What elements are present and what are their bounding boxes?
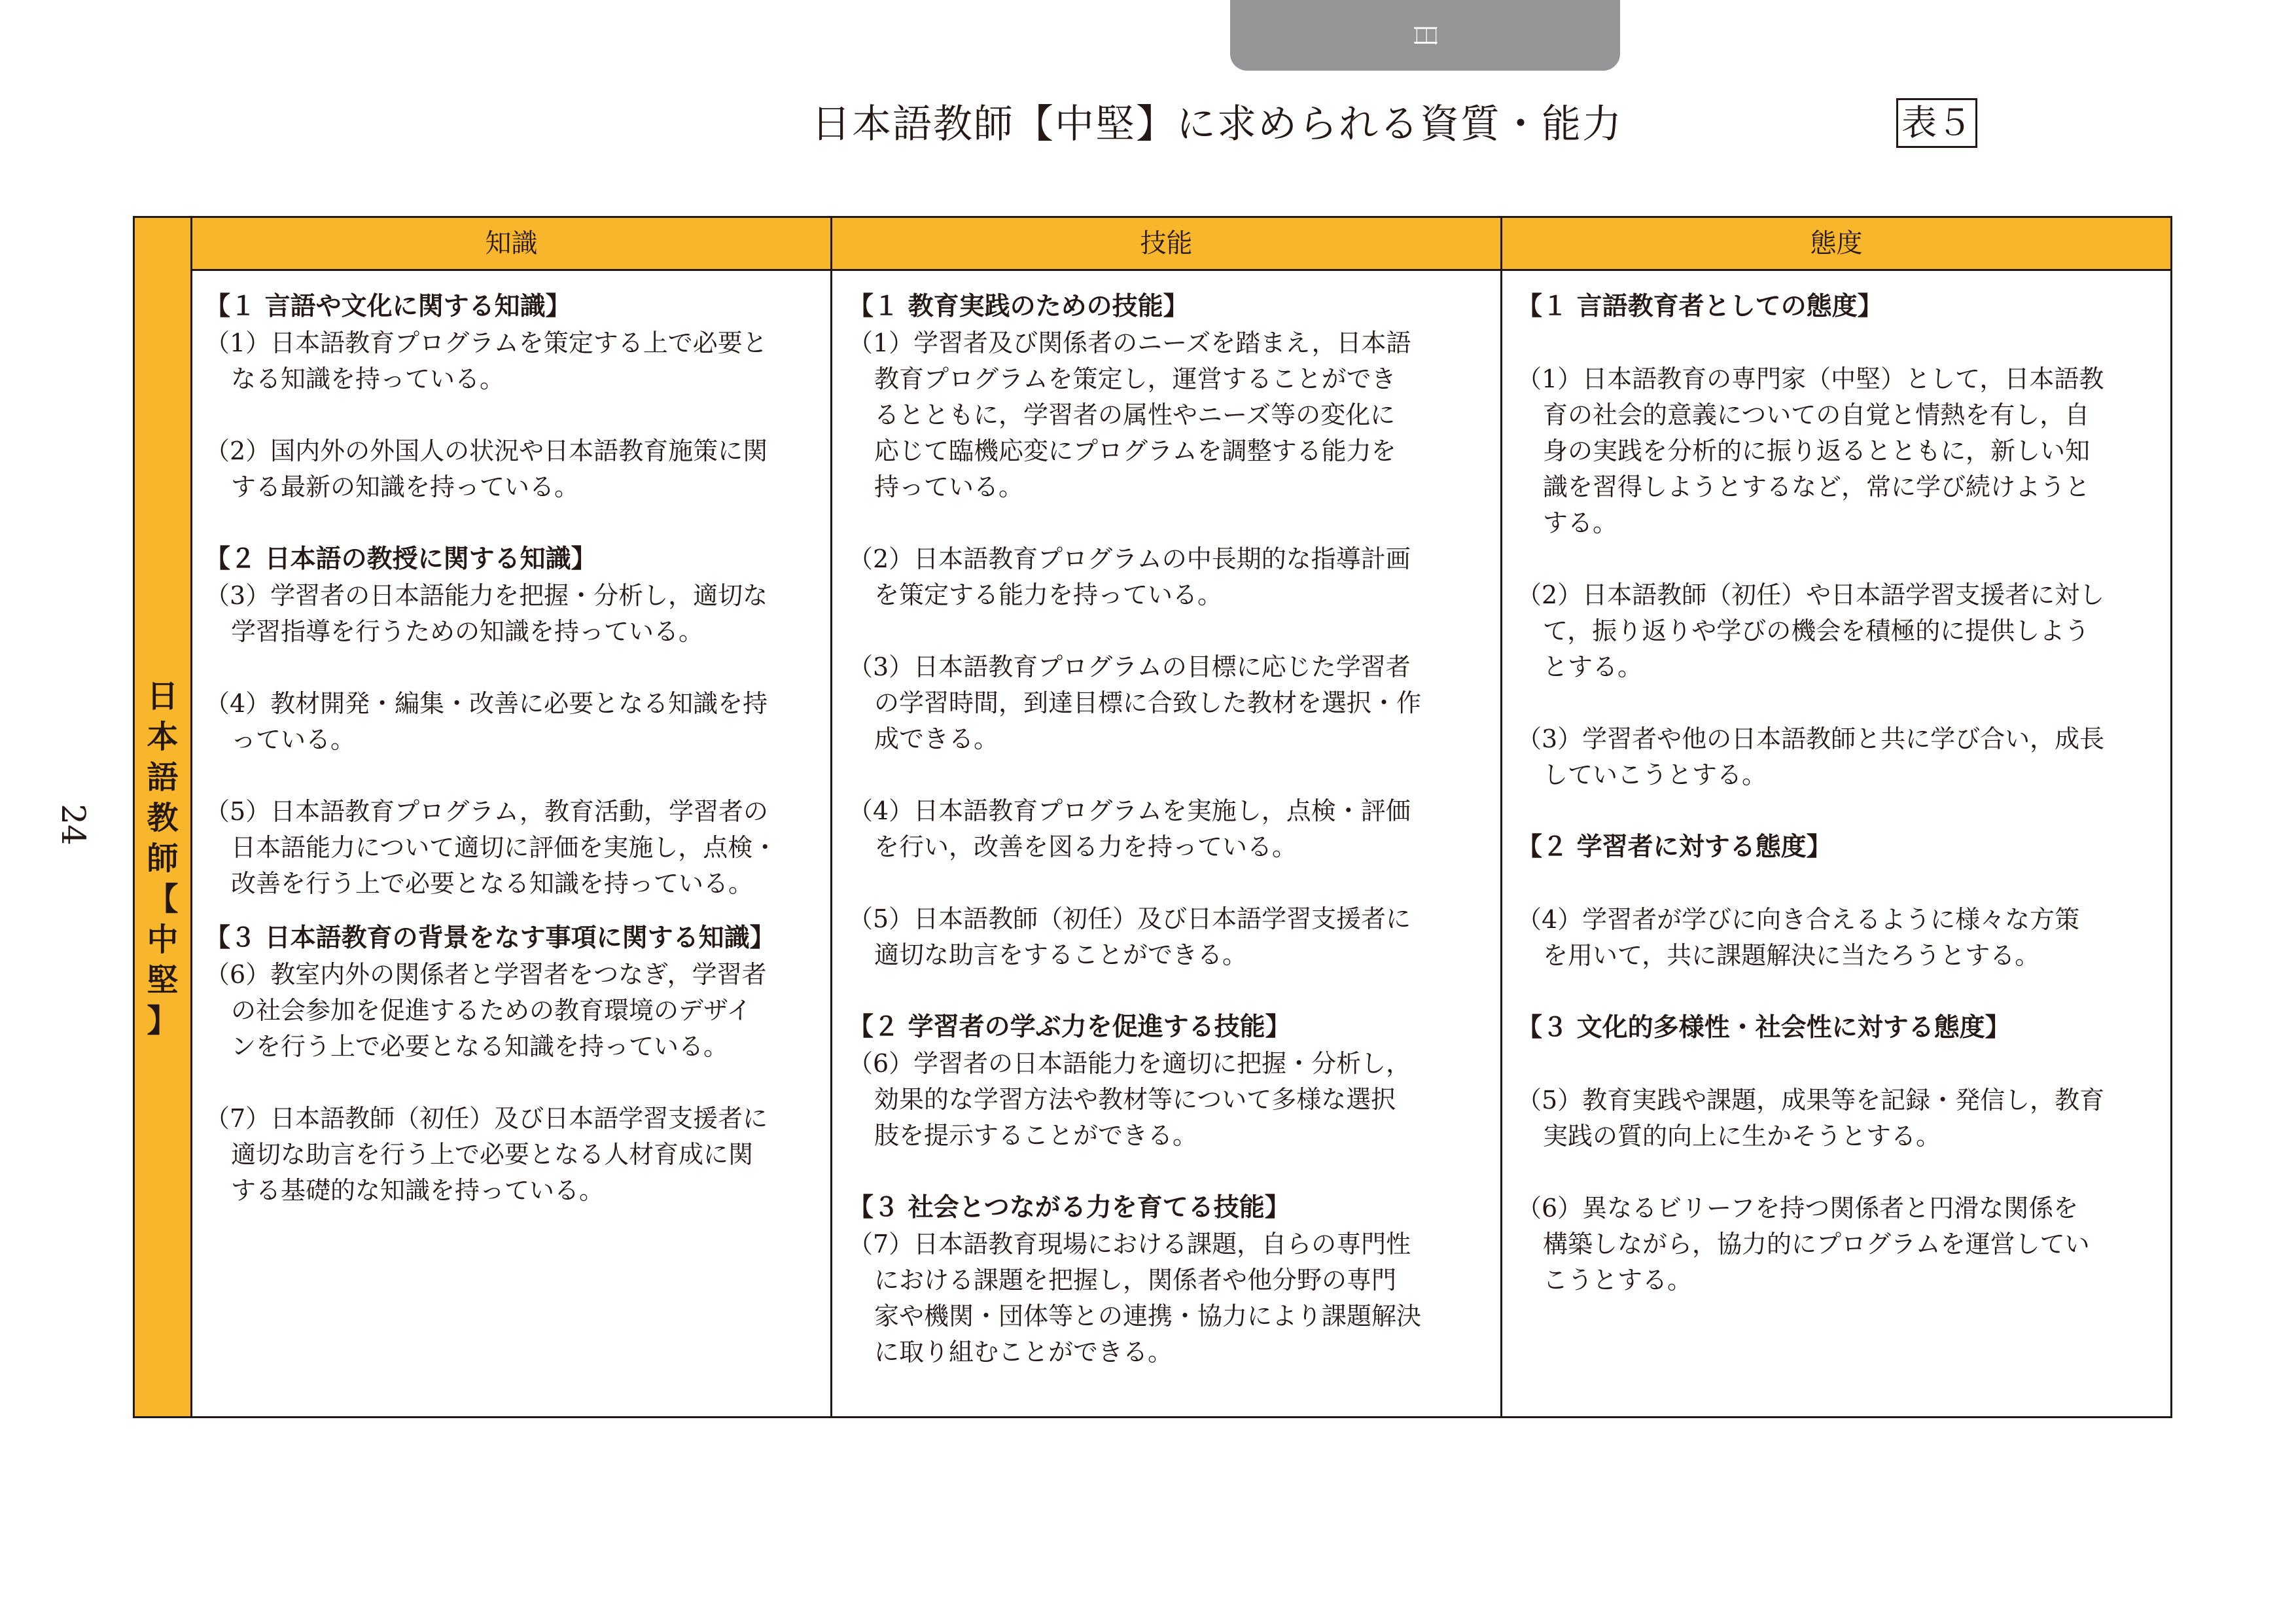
section-heading: 【２ 学習者の学ぶ力を促進する技能】 bbox=[848, 1012, 1291, 1042]
list-item: （4）日本語教育プログラムを実施し，点検・評価 を行い，改善を図る力を持っている。 bbox=[848, 796, 1411, 861]
chapter-tab bbox=[1230, 0, 1620, 71]
list-item: （3）学習者や他の日本語教師と共に学び合い，成長 していこうとする。 bbox=[1517, 724, 2105, 789]
list-item: （6）学習者の日本語能力を適切に把握・分析し， 効果的な学習方法や教材等について多様な選択 肢を提示することができる。 bbox=[848, 1049, 1411, 1150]
table-number-box: 表５ bbox=[1896, 98, 1977, 148]
row-label: 日 本 語 教 師 【 中 堅 】 bbox=[147, 678, 179, 1039]
section-heading: 【３ 日本語教育の背景をなす事項に関する知識】 bbox=[205, 923, 775, 953]
list-item: （6）教室内外の関係者と学習者をつなぎ，学習者 の社会参加を促進するための教育環境のデザイ ンを行う上で必要となる知識を持っている。 bbox=[205, 960, 767, 1061]
column-header-attitude: 態度 bbox=[1810, 228, 1863, 259]
list-item: （3）日本語教育プログラムの目標に応じた学習者 の学習時間，到達目標に合致した教材を選択・作 成できる。 bbox=[848, 652, 1422, 753]
column-divider bbox=[1500, 218, 1502, 1416]
knowledge-cell bbox=[205, 269, 826, 1209]
list-item: （2）日本語教師（初任）や日本語学習支援者に対し て，振り返りや学びの機会を積極的に提供しよう とする。 bbox=[1517, 580, 2105, 681]
list-item: （1）学習者及び関係者のニーズを踏まえ，日本語 教育プログラムを策定し，運営することができ るとともに，学習者の属性やニーズ等の変化に 応じて臨機応変にプログラムを調整する能力を 持っている。 bbox=[848, 329, 1411, 501]
column-header-knowledge: 知識 bbox=[485, 228, 538, 259]
section-heading: 【２ 日本語の教授に関する知識】 bbox=[205, 544, 597, 574]
list-item: （3）学習者の日本語能力を把握・分析し，適切な 学習指導を行うための知識を持っている。 bbox=[205, 581, 768, 646]
list-item: （5）教育実践や課題，成果等を記録・発信し，教育 実践の質的向上に生かそうとする。 bbox=[1517, 1086, 2105, 1150]
list-item: （4）教材開発・編集・改善に必要となる知識を持 っている。 bbox=[205, 689, 768, 754]
competency-table bbox=[133, 216, 2172, 1418]
list-item: （7）日本語教育現場における課題，自らの専門性 における課題を把握し，関係者や他分野の専門 家や機関・団体等との連携・協力により課題解決 に取り組むことができる。 bbox=[848, 1230, 1422, 1366]
section-heading: 【３ 社会とつながる力を育てる技能】 bbox=[848, 1193, 1290, 1222]
list-item: （5）日本語教育プログラム，教育活動，学習者の 日本語能力について適切に評価を実施し，点検・ 改善を行う上で必要となる知識を持っている。 bbox=[205, 797, 778, 898]
section-heading: 【１ 言語教育者としての態度】 bbox=[1517, 292, 1883, 321]
row-label-column bbox=[135, 218, 192, 1416]
list-item: （1）日本語教育プログラムを策定する上で必要と なる知識を持っている。 bbox=[205, 329, 768, 393]
section-heading: 【１ 教育実践のための技能】 bbox=[848, 292, 1189, 321]
page-title: 日本語教師【中堅】に求められる資質・能力 bbox=[811, 101, 1623, 147]
attitude-cell bbox=[1517, 269, 2168, 1298]
skills-cell bbox=[848, 269, 1496, 1370]
list-item: （5）日本語教師（初任）及び日本語学習支援者に 適切な助言をすることができる。 bbox=[848, 904, 1411, 969]
list-item: （2）国内外の外国人の状況や日本語教育施策に関 する最新の知識を持っている。 bbox=[205, 437, 768, 501]
list-item: （1）日本語教育の専門家（中堅）として，日本語教 育の社会的意義についての自覚と情熱を有し，自 身の実践を分析的に振り返るとともに，新しい知 識を習得しようとするなど，常に学び続けようと する。 bbox=[1517, 365, 2104, 537]
section-heading: 【３ 文化的多様性・社会性に対する態度】 bbox=[1517, 1013, 2011, 1043]
column-header-skills: 技能 bbox=[1140, 228, 1193, 259]
section-heading: 【１ 言語や文化に関する知識】 bbox=[205, 292, 571, 321]
list-item: （7）日本語教師（初任）及び日本語学習支援者に 適切な助言を行う上で必要となる人材育成に関 する基礎的な知識を持っている。 bbox=[205, 1104, 768, 1205]
page-number: 24 bbox=[54, 804, 92, 846]
chapter-tab-label: 日 bbox=[1409, 21, 1441, 49]
column-divider bbox=[830, 218, 832, 1416]
list-item: （6）異なるビリーフを持つ関係者と円滑な関係を 構築しながら，協力的にプログラムを運営してい こうとする。 bbox=[1517, 1194, 2090, 1294]
list-item: （2）日本語教育プログラムの中長期的な指導計画 を策定する能力を持っている。 bbox=[848, 544, 1411, 609]
list-item: （4）学習者が学びに向き合えるように様々な方策 を用いて，共に課題解決に当たろうとする。 bbox=[1517, 905, 2080, 970]
section-heading: 【２ 学習者に対する態度】 bbox=[1517, 832, 1832, 862]
